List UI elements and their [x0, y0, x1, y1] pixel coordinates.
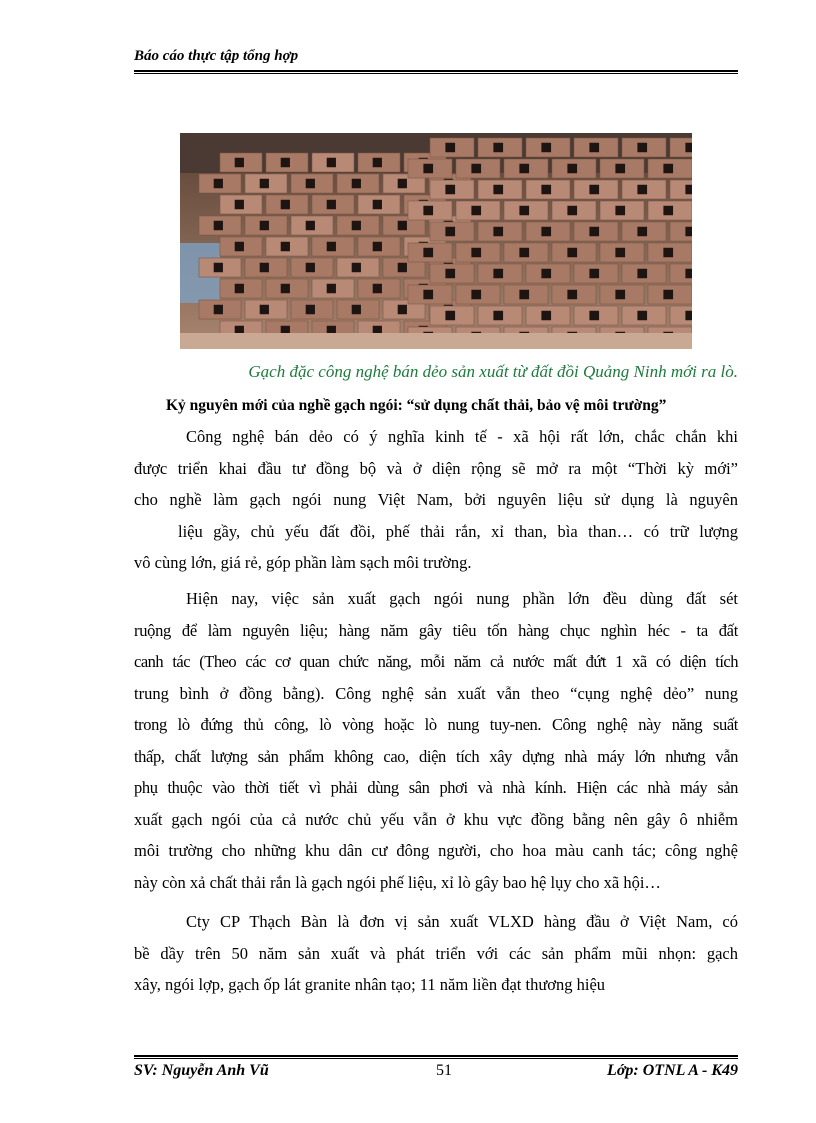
paragraph-line: trung bình ở đồng bằng). Công nghệ sản xuất vẫn theo “cụng nghệ dẻo” nung [134, 683, 738, 703]
paragraph-line: môi trường cho những khu dân cư đông người, cho hoa màu canh tác; công nghệ [134, 841, 738, 860]
brick-photo-drawing [180, 133, 692, 349]
figure-caption: Gạch đặc công nghệ bán dẻo sản xuất từ đất đồi Quảng Ninh mới ra lò. [248, 362, 738, 381]
footer-rule-thin [134, 1058, 738, 1059]
paragraph-3 [134, 906, 738, 1001]
paragraph-line: ruộng để làm nguyên liệu; hàng năm gây tiêu tốn hàng chục nghìn héc - ta đất [134, 620, 738, 640]
brick-photo [180, 133, 692, 349]
paragraph-line: này còn xả chất thải rắn là gạch ngói phế liệu, xỉ lò gây bao hệ lụy cho xã hội… [134, 872, 661, 892]
paragraph-line: thấp, chất lượng sản phẩm không cao, diện tích xây dựng nhà máy lớn nhưng vẫn [134, 746, 738, 766]
header-title: Báo cáo thực tập tổng hợp [134, 48, 299, 64]
paragraph-line: Công nghệ bán dẻo có ý nghĩa kinh tế - xã hội rất lớn, chắc chắn khi [186, 427, 738, 446]
paragraph-line: xây, ngói lợp, gạch ốp lát granite nhân tạo; 11 năm liền đạt thương hiệu [134, 975, 606, 994]
paragraph-2 [134, 583, 738, 898]
footer-student: SV: Nguyễn Anh Vũ [134, 1062, 269, 1079]
header-rule [134, 70, 738, 72]
paragraph-1 [134, 421, 738, 579]
paragraph-line: trong lò đứng thủ công, lò vòng hoặc lò nung tuy-nen. Công nghệ này năng suất [134, 715, 738, 734]
footer-class: Lớp: OTNL A - K49 [607, 1062, 738, 1079]
paragraph-line: cho nghề làm gạch ngói nung Việt Nam, bởi nguyên liệu sử dụng là nguyên [134, 490, 738, 509]
paragraph-line: liệu gầy, chủ yếu đất đồi, phế thải rắn, xỉ than, bìa than… có trữ lượng [178, 521, 738, 541]
paragraph-line: bề dầy trên 50 năm sản xuất và phát triển với các sản phẩm mũi nhọn: gạch [134, 943, 738, 963]
page-number: 51 [436, 1062, 452, 1079]
paragraph-line: được triển khai đầu tư đồng bộ và ở diện rộng sẽ mở ra một “Thời kỳ mới” [134, 458, 738, 478]
paragraph-line: vô cùng lớn, giá rẻ, góp phần làm sạch môi trường. [134, 553, 472, 572]
section-heading: Kỷ nguyên mới của nghề gạch ngói: “sử dụng chất thải, bảo vệ môi trường” [166, 397, 667, 414]
paragraph-line: phụ thuộc vào thời tiết vì phải dùng sân phơi và nhà kính. Hiện các nhà máy sản [134, 778, 738, 797]
paragraph-line: Hiện nay, việc sản xuất gạch ngói nung phần lớn đều dùng đất sét [186, 589, 738, 608]
paragraph-line: xuất gạch ngói của cả nước chủ yếu vẫn ở khu vực đồng bằng nên gây ô nhiễm [134, 809, 738, 829]
paragraph-line: Cty CP Thạch Bàn là đơn vị sản xuất VLXD hàng đầu ở Việt Nam, có [186, 912, 738, 931]
paragraph-line: canh tác (Theo các cơ quan chức năng, mỗi năm cả nước mất đứt 1 xã có diện tích [134, 652, 738, 671]
header-rule-thin [134, 73, 738, 74]
footer-rule [134, 1055, 738, 1057]
